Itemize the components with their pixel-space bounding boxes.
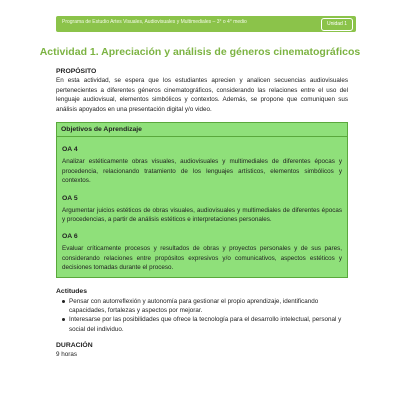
attitude-item [62, 315, 348, 334]
objective-text: Argumentar juicios estéticos de obras visuales, audiovisuales y multimediales de diferentes épocas y procedencias, a partir de análisis estéticos e interpretaciones personales. [62, 206, 342, 223]
purpose-heading: PROPÓSITO [56, 68, 97, 75]
bullet-icon [62, 300, 65, 303]
attitude-text: Interesarse por las posibilidades que ofrece la tecnología para el desarrollo intelectual, personal y social del individuo. [69, 316, 342, 333]
attitudes-heading: Actitudes [56, 287, 87, 295]
objective-item [57, 233, 347, 272]
activity-title: Actividad 1. Apreciación y análisis de géneros cinematográficos [39, 46, 361, 58]
content [56, 68, 348, 360]
objective-text: Analizar estéticamente obras visuales, audiovisuales y multimediales de diferentes épocas y procedencia, relacionando tratamiento de los lenguajes artísticos, elementos simbólicos y contextos. [62, 158, 342, 185]
unit-badge: Unidad 1 [321, 18, 353, 31]
duration-value: 9 horas [56, 351, 78, 359]
attitude-item [62, 297, 348, 316]
attitudes-list [56, 297, 348, 335]
program-name: Programa de Estudio Artes Visuales, Audiovisuales y Multimediales – 3° o 4° medio [62, 19, 247, 25]
objectives-heading: Objetivos de Aprendizaje [57, 123, 347, 137]
objectives-box [56, 122, 348, 277]
duration-section [56, 342, 348, 360]
header-bar [56, 16, 356, 32]
objective-code: OA 5 [62, 194, 78, 202]
duration-heading: DURACIÓN [56, 342, 93, 350]
objective-text: Evaluar críticamente procesos y resultados de obras y proyectos personales y de sus pares, considerando relaciones entre propósitos expresivos y/o comunicativos, aspectos estéticos y decisiones tomadas durante el proceso. [62, 245, 342, 272]
purpose-section [56, 68, 348, 114]
objective-code: OA 6 [62, 233, 78, 241]
objective-item [57, 195, 347, 225]
objective-code: OA 4 [62, 146, 78, 154]
bullet-icon [62, 318, 65, 321]
attitudes-section [56, 288, 348, 335]
purpose-text: En esta actividad, se espera que los estudiantes aprecien y analicen secuencias audiovisuales pertenecientes a diferentes géneros cinematográficos, considerando las relaciones entre el uso del lenguaje audiovisual, elementos simbólicos y contextos. Además, se propone que comuniquen sus análisis apoyados en una presentación digital y/o video. [56, 77, 348, 113]
objective-item [57, 146, 347, 185]
attitude-text: Pensar con autorreflexión y autonomía para gestionar el propio aprendizaje, identificando capacidades, fortalezas y aspectos por mejorar. [69, 297, 319, 315]
